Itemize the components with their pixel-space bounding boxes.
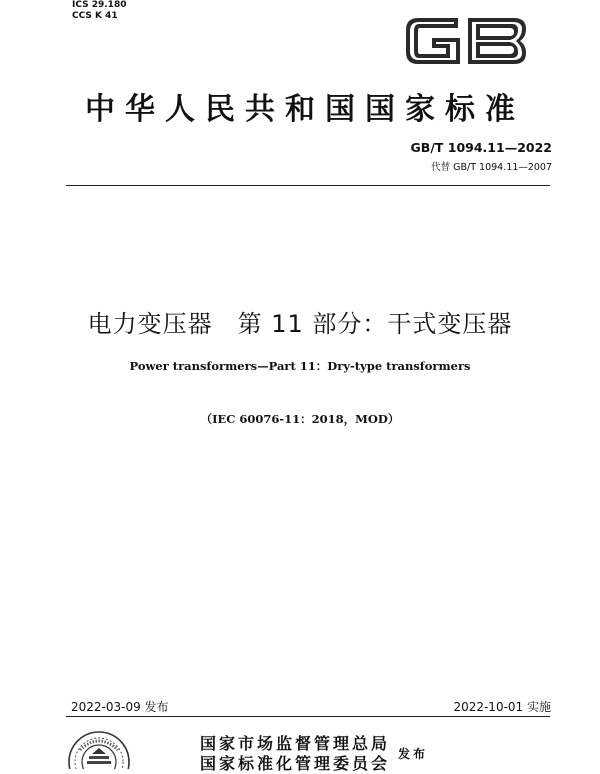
header-divider <box>66 185 550 186</box>
classification-codes <box>72 0 126 22</box>
document-title-en: Power transformers—Part 11：Dry-type transformers <box>129 359 471 373</box>
replaces-standard: 代替 GB/T 1094.11—2007 <box>431 162 552 173</box>
publisher <box>200 734 390 774</box>
gb-logo <box>402 10 530 72</box>
official-seal-icon <box>66 728 132 769</box>
issue-date: 2022-03-09 发布 <box>71 700 169 714</box>
ccs-code: CCS K 41 <box>72 11 118 21</box>
footer-divider <box>66 716 550 717</box>
standard-number: GB/T 1094.11—2022 <box>410 140 552 155</box>
publish-label: 发布 <box>398 747 429 761</box>
document-title-cn: 电力变压器 第 11 部分：干式变压器 <box>87 310 513 338</box>
publisher-line-1: 国家市场监督管理总局 <box>200 734 391 753</box>
publisher-line-2: 国家标准化管理委员会 <box>200 754 391 773</box>
national-standard-title: 中华人民共和国国家标准 <box>85 92 525 127</box>
ics-code: ICS 29.180 <box>72 0 127 10</box>
iec-reference: （IEC 60076-11：2018，MOD） <box>200 412 400 426</box>
implementation-date: 2022-10-01 实施 <box>453 700 551 714</box>
